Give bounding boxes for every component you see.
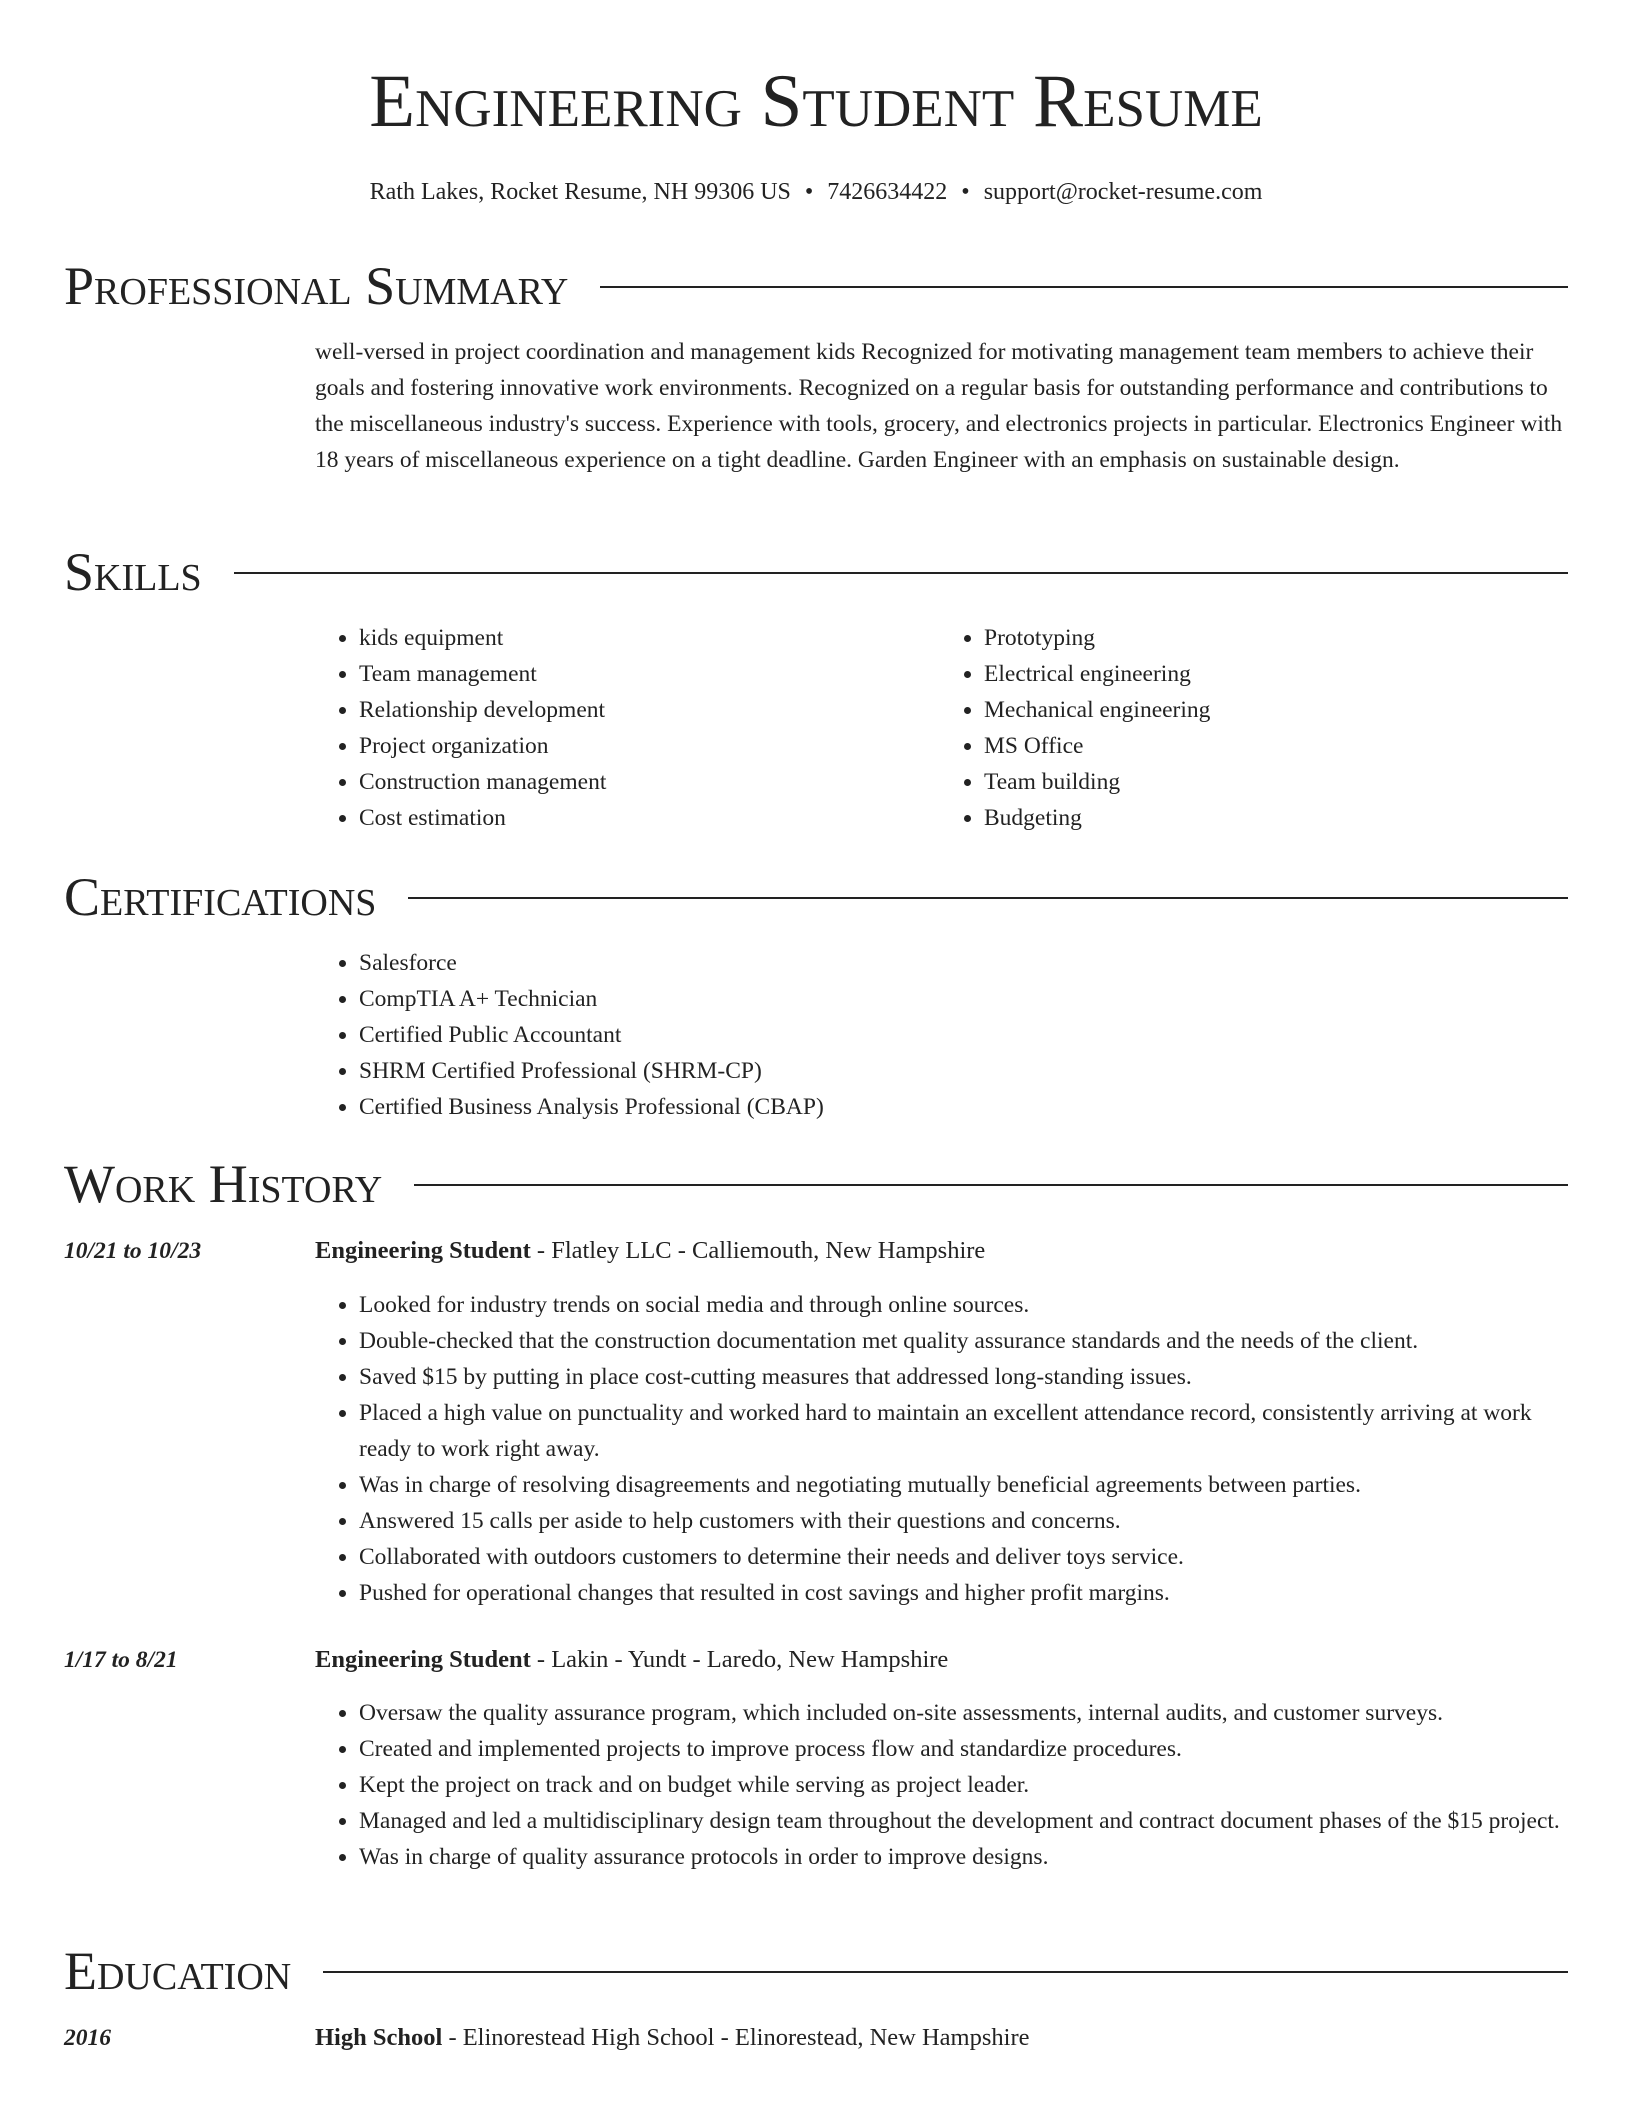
job-employer: - Lakin - Yundt - Laredo, New Hampshire bbox=[530, 1646, 949, 1673]
skill-item: • Team management bbox=[359, 656, 940, 692]
certifications-list bbox=[315, 945, 1565, 1125]
skill-item: • Team building bbox=[984, 764, 1565, 800]
certifications-section-header bbox=[64, 866, 1568, 928]
contact-email: support@rocket-resume.com bbox=[983, 179, 1263, 205]
summary-text: well-versed in project coordination and management kids Recognized for motivating management team members to achieve their goals and fostering innovative work environments. Recognized on a regular basis for outstanding performance and contributions to the miscellaneous industry's success. Experience with tools, grocery, and electronics projects in particular. Electronics Engineer with 18 years of miscellaneous experience on a tight deadline. Garden Engineer with an emphasis on sustainable design. bbox=[315, 339, 1563, 473]
skill-item: • Cost estimation bbox=[359, 800, 940, 836]
education-school: - Elinorestead High School - Elinorestead, New Hampshire bbox=[442, 2024, 1030, 2051]
job-bullet: • Double-checked that the construction documentation met quality assurance standards and the needs of the client. bbox=[359, 1323, 1565, 1359]
job-heading bbox=[315, 1233, 1565, 1269]
education-degree: High School bbox=[315, 2024, 443, 2051]
skills-list-left bbox=[315, 620, 940, 836]
skills-body bbox=[315, 620, 1565, 836]
skill-item: • Budgeting bbox=[984, 800, 1565, 836]
job-bullet: • Looked for industry trends on social media and through online sources. bbox=[359, 1287, 1565, 1323]
resume-title: Engineering Student Resume bbox=[369, 60, 1263, 143]
skills-list-right bbox=[940, 620, 1565, 836]
skill-item: • kids equipment bbox=[359, 620, 940, 656]
education-entry bbox=[315, 2020, 1565, 2056]
job-employer: - Flatley LLC - Calliemouth, New Hampshire bbox=[530, 1237, 986, 1264]
job-bullet: • Pushed for operational changes that resulted in cost savings and higher profit margins. bbox=[359, 1575, 1565, 1611]
education-section-header bbox=[64, 1940, 1568, 2002]
section-divider bbox=[414, 1184, 1568, 1186]
certification-item: • SHRM Certified Professional (SHRM-CP) bbox=[359, 1053, 1565, 1089]
summary-section-header bbox=[64, 255, 1568, 317]
job-bullet-list bbox=[315, 1287, 1565, 1611]
job-position: Engineering Student bbox=[315, 1237, 531, 1264]
education-year: 2016 bbox=[64, 2025, 111, 2051]
skills-heading: Skills bbox=[64, 542, 202, 602]
job-dates: 1/17 to 8/21 bbox=[64, 1647, 178, 1673]
skill-item: • Project organization bbox=[359, 728, 940, 764]
certification-item: • Certified Public Accountant bbox=[359, 1017, 1565, 1053]
job-bullet: • Was in charge of resolving disagreements and negotiating mutually beneficial agreements between parties. bbox=[359, 1467, 1565, 1503]
summary-heading: Professional Summary bbox=[64, 256, 569, 316]
section-divider bbox=[600, 286, 1568, 288]
certification-item: • Certified Business Analysis Professional (CBAP) bbox=[359, 1089, 1565, 1125]
job-duties bbox=[315, 1287, 1565, 1611]
job-dates: 10/21 to 10/23 bbox=[64, 1238, 202, 1264]
job-duties bbox=[315, 1695, 1565, 1875]
summary-body bbox=[315, 334, 1565, 478]
section-divider bbox=[323, 1971, 1568, 1973]
skill-item: • Relationship development bbox=[359, 692, 940, 728]
job-bullet: • Was in charge of quality assurance protocols in order to improve designs. bbox=[359, 1839, 1565, 1875]
contact-address: Rath Lakes, Rocket Resume, NH 99306 US bbox=[369, 179, 791, 205]
contact-separator: • bbox=[961, 179, 970, 205]
skill-item: • Mechanical engineering bbox=[984, 692, 1565, 728]
section-divider bbox=[234, 572, 1568, 574]
section-divider bbox=[408, 897, 1568, 899]
skill-item: • MS Office bbox=[984, 728, 1565, 764]
job-bullet: • Created and implemented projects to improve process flow and standardize procedures. bbox=[359, 1731, 1565, 1767]
work-heading: Work History bbox=[64, 1154, 383, 1214]
contact-separator: • bbox=[804, 179, 814, 205]
job-bullet: • Placed a high value on punctuality and worked hard to maintain an excellent attendance record, consistently arriving at work ready to work right away. bbox=[359, 1395, 1565, 1467]
job-bullet: • Kept the project on track and on budget while serving as project leader. bbox=[359, 1767, 1565, 1803]
work-section-header bbox=[64, 1153, 1568, 1215]
skill-item: • Prototyping bbox=[984, 620, 1565, 656]
job-bullet: • Collaborated with outdoors customers to determine their needs and deliver toys service. bbox=[359, 1539, 1565, 1575]
job-heading bbox=[315, 1642, 1565, 1678]
skill-item: • Electrical engineering bbox=[984, 656, 1565, 692]
job-bullet-list bbox=[315, 1695, 1565, 1875]
certifications-body bbox=[315, 945, 1565, 1125]
job-bullet: • Saved $15 by putting in place cost-cutting measures that addressed long-standing issues. bbox=[359, 1359, 1565, 1395]
certification-item: • CompTIA A+ Technician bbox=[359, 981, 1565, 1017]
certification-item: • Salesforce bbox=[359, 945, 1565, 981]
job-bullet: • Oversaw the quality assurance program, which included on-site assessments, internal audits, and customer surveys. bbox=[359, 1695, 1565, 1731]
job-position: Engineering Student bbox=[315, 1646, 531, 1673]
skills-section-header bbox=[64, 541, 1568, 603]
job-bullet: • Answered 15 calls per aside to help customers with their questions and concerns. bbox=[359, 1503, 1565, 1539]
education-heading: Education bbox=[64, 1941, 292, 2001]
skill-item: • Construction management bbox=[359, 764, 940, 800]
job-bullet: • Managed and led a multidisciplinary design team throughout the development and contract document phases of the $15 project. bbox=[359, 1803, 1565, 1839]
contact-phone: 7426634422 bbox=[827, 179, 948, 205]
certifications-heading: Certifications bbox=[64, 867, 377, 927]
contact-line bbox=[0, 176, 1632, 208]
